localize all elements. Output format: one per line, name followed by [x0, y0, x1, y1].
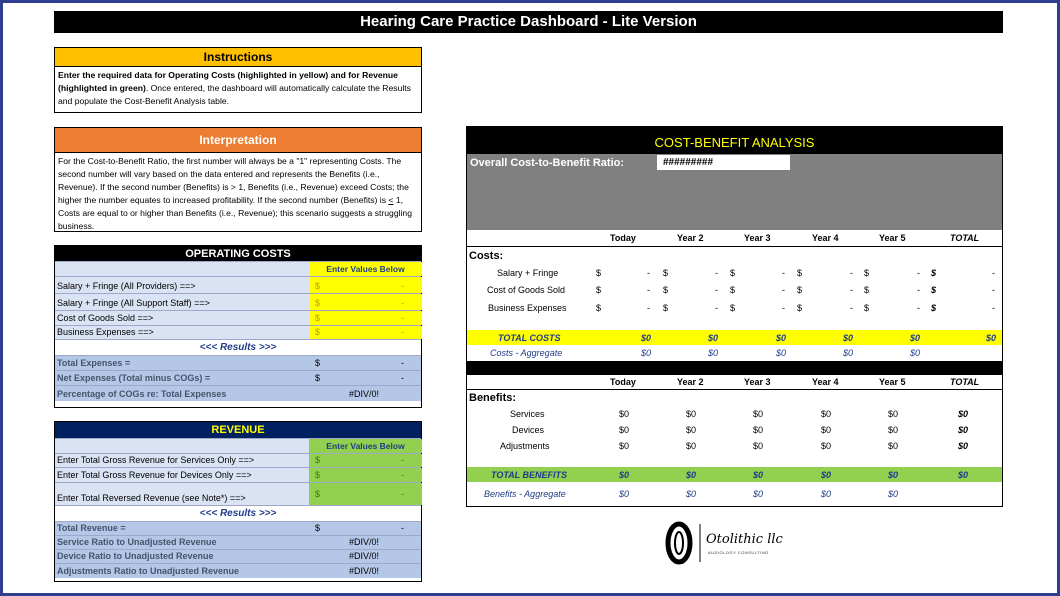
cost-row [467, 281, 1002, 298]
opc-dollar: $ [315, 281, 321, 291]
cost-dollar: $ [730, 284, 736, 295]
total-costs-value: $0 [986, 332, 997, 343]
col-header: Year 5 [879, 233, 906, 243]
opc-dollar: $ [315, 327, 321, 337]
cost-value: - [917, 267, 920, 278]
cost-dollar: $ [797, 267, 803, 278]
rev-dollar: $ [315, 489, 321, 499]
cost-value: - [715, 302, 718, 313]
cost-dollar: $ [931, 284, 937, 295]
opc-row [55, 326, 421, 340]
interpretation-text-2: 1, Costs are equal to or higher than Benefits (i.e., Revenue); this scenario suggests a struggling business. [58, 195, 412, 231]
total-benefits-value: $0 [619, 469, 630, 480]
opc-row-label: Salary + Fringe (All Support Staff) ==> [57, 298, 210, 308]
cost-value: - [782, 302, 785, 313]
benefit-row [467, 406, 1002, 422]
opc-results-divider: <<< Results >>> [55, 340, 421, 356]
benefit-value: $0 [958, 425, 969, 435]
benefit-value: $0 [753, 409, 764, 419]
col-header: Year 3 [744, 233, 771, 243]
total-expenses-value: - [401, 358, 404, 368]
benefit-value: $0 [686, 409, 697, 419]
col-header: Year 4 [812, 233, 839, 243]
page-title: Hearing Care Practice Dashboard - Lite Version [54, 11, 1003, 33]
rev-row [55, 483, 421, 506]
opc-row-label: Salary + Fringe (All Providers) ==> [57, 281, 196, 291]
cost-value: - [782, 284, 785, 295]
rev-input-devices[interactable] [309, 468, 422, 482]
opc-row-label: Business Expenses ==> [57, 327, 154, 337]
costs-aggregate-value: $0 [843, 348, 854, 358]
benefits-aggregate-label: Benefits - Aggregate [484, 489, 566, 499]
benefit-value: $0 [958, 441, 969, 451]
benefit-value: $0 [821, 441, 832, 451]
operating-costs-table [54, 245, 422, 408]
cba-heading: COST-BENEFIT ANALYSIS [467, 127, 1002, 154]
pct-cogs-value: #DIV/0! [349, 389, 380, 399]
cost-benefit-analysis [466, 126, 1003, 507]
benefit-value: $0 [753, 441, 764, 451]
total-revenue-value: - [401, 523, 404, 533]
col-header: Year 2 [677, 377, 704, 387]
total-expenses-dollar: $ [315, 358, 321, 368]
total-expenses-label: Total Expenses = [57, 358, 131, 368]
cost-dollar: $ [663, 284, 669, 295]
opc-enter-values-header: Enter Values Below [309, 262, 422, 276]
rev-row-label: Enter Total Gross Revenue for Services Only ==> [57, 455, 255, 465]
benefits-aggregate-value: $0 [821, 489, 832, 499]
rev-row [55, 454, 421, 468]
costs-aggregate-value: $0 [641, 348, 652, 358]
instructions-bold-text: Enter the required data for Operating Costs (highlighted in yellow) and for Revenue (highlighted in green) [58, 70, 398, 93]
revenue-table [54, 421, 422, 582]
cost-value: - [917, 302, 920, 313]
cost-value: - [992, 302, 995, 313]
cost-dollar: $ [864, 284, 870, 295]
benefits-aggregate-value: $0 [753, 489, 764, 499]
cost-value: - [715, 267, 718, 278]
rev-dollar: $ [315, 455, 321, 465]
benefit-value: $0 [686, 425, 697, 435]
benefit-value: $0 [753, 425, 764, 435]
rev-row-label: Enter Total Gross Revenue for Devices Only ==> [57, 470, 252, 480]
net-expenses-value: - [401, 373, 404, 383]
opc-input-providers[interactable] [309, 277, 422, 293]
interpretation-heading: Interpretation [55, 128, 421, 153]
benefit-value: $0 [821, 409, 832, 419]
total-benefits-label: TOTAL BENEFITS [491, 469, 568, 480]
total-costs-value: $0 [910, 332, 921, 343]
total-revenue-row [55, 522, 421, 536]
opc-input-support-staff[interactable] [309, 294, 422, 310]
total-benefits-value: $0 [958, 469, 969, 480]
net-expenses-label: Net Expenses (Total minus COGs) = [57, 373, 211, 383]
cost-dollar: $ [663, 267, 669, 278]
col-header: Year 3 [744, 377, 771, 387]
cost-dollar: $ [663, 302, 669, 313]
cost-dollar: $ [730, 267, 736, 278]
benefits-aggregate-row [467, 482, 1002, 506]
cost-row [467, 264, 1002, 281]
ratio-label: Overall Cost-to-Benefit Ratio: [470, 157, 625, 169]
opc-row [55, 277, 421, 294]
rev-value: - [401, 470, 404, 480]
instructions-panel [54, 47, 422, 113]
opc-value: - [401, 298, 404, 308]
rev-enter-values-header: Enter Values Below [309, 439, 422, 453]
costs-aggregate-row [467, 345, 1002, 361]
rev-input-services[interactable] [309, 454, 422, 467]
opc-value: - [401, 281, 404, 291]
adjustments-ratio-row [55, 564, 421, 578]
cost-dollar: $ [596, 267, 602, 278]
cost-dollar: $ [730, 302, 736, 313]
cost-dollar: $ [797, 284, 803, 295]
costs-aggregate-label: Costs - Aggregate [490, 348, 563, 358]
cost-value: - [782, 267, 785, 278]
rev-results-divider: <<< Results >>> [55, 506, 421, 522]
cba-ratio-area [467, 154, 1002, 230]
costs-section-label: Costs: [469, 249, 504, 262]
total-revenue-label: Total Revenue = [57, 523, 126, 533]
instructions-heading: Instructions [55, 48, 421, 67]
cost-value: - [850, 267, 853, 278]
service-ratio-label: Service Ratio to Unadjusted Revenue [57, 537, 217, 547]
benefit-row [467, 438, 1002, 454]
total-costs-row [467, 330, 1002, 345]
cost-row [467, 298, 1002, 317]
service-ratio-value: #DIV/0! [349, 537, 380, 547]
benefits-aggregate-value: $0 [888, 489, 899, 499]
cost-dollar: $ [864, 267, 870, 278]
revenue-heading: REVENUE [55, 422, 421, 439]
cost-value: - [647, 267, 650, 278]
instructions-rest-text: . Once entered, the dashboard will automatically calculate the Results and populate the Cost-Benefit Analysis table. [58, 83, 411, 106]
benefit-value: $0 [686, 441, 697, 451]
device-ratio-value: #DIV/0! [349, 551, 380, 561]
net-expenses-dollar: $ [315, 373, 321, 383]
pct-cogs-label: Percentage of COGs re: Total Expenses [57, 389, 227, 399]
benefit-value: $0 [958, 409, 969, 419]
opc-net-expenses-row [55, 371, 421, 386]
opc-dollar: $ [315, 298, 321, 308]
costs-aggregate-value: $0 [708, 348, 719, 358]
col-header: Year 5 [879, 377, 906, 387]
cost-value: - [647, 302, 650, 313]
col-header: TOTAL [950, 377, 980, 387]
benefit-value: $0 [821, 425, 832, 435]
cost-value: - [992, 267, 995, 278]
opc-row-label: Cost of Goods Sold ==> [57, 313, 154, 323]
total-costs-value: $0 [641, 332, 652, 343]
cost-row-label: Business Expenses [488, 302, 567, 313]
benefit-value: $0 [888, 409, 899, 419]
cost-dollar: $ [596, 302, 602, 313]
col-header: Year 4 [812, 377, 839, 387]
total-benefits-value: $0 [888, 469, 899, 480]
benefit-value: $0 [888, 441, 899, 451]
col-header: Today [610, 377, 636, 387]
interpretation-lte: < [388, 195, 394, 205]
section-divider [467, 361, 1002, 375]
total-benefits-value: $0 [753, 469, 764, 480]
logo-tagline: AUDIOLOGY CONSULTING [708, 550, 769, 555]
cba-benefits-header-row [467, 375, 1002, 390]
total-benefits-value: $0 [686, 469, 697, 480]
total-costs-value: $0 [843, 332, 854, 343]
benefit-row-label: Devices [512, 425, 545, 435]
total-costs-value: $0 [776, 332, 787, 343]
cost-value: - [850, 302, 853, 313]
interpretation-panel [54, 127, 422, 232]
cost-value: - [850, 284, 853, 295]
opc-total-expenses-row [55, 356, 421, 371]
opc-row [55, 294, 421, 311]
cost-value: - [647, 284, 650, 295]
costs-aggregate-value: $0 [776, 348, 787, 358]
rev-row-label: Enter Total Reversed Revenue (see Note*) ==> [57, 493, 246, 503]
opc-value: - [401, 327, 404, 337]
rev-row [55, 468, 421, 483]
benefit-row-label: Services [510, 409, 545, 419]
interpretation-text-1: For the Cost-to-Benefit Ratio, the first number will always be a "1" representing Costs. The second number will vary based on the data entered and represents the Benefits (i.e., Revenue). If the second number (Benefits) is > 1, Benefits (i.e., Revenue) exceed Costs; the higher the number equates to increased profitability. If the second number (Benefits) is [58, 156, 409, 205]
col-header: TOTAL [950, 233, 980, 243]
rev-value: - [401, 489, 404, 499]
operating-costs-heading: OPERATING COSTS [55, 246, 421, 262]
opc-pct-cogs-row [55, 386, 421, 401]
service-ratio-row [55, 536, 421, 550]
cost-row-label: Cost of Goods Sold [487, 284, 566, 295]
cost-dollar: $ [931, 267, 937, 278]
benefits-aggregate-value: $0 [686, 489, 697, 499]
ratio-value: ######### [657, 155, 790, 170]
opc-input-cogs[interactable] [309, 311, 422, 325]
costs-aggregate-value: $0 [910, 348, 921, 358]
cost-value: - [715, 284, 718, 295]
cost-dollar: $ [797, 302, 803, 313]
benefit-value: $0 [619, 441, 630, 451]
benefits-section-label: Benefits: [469, 392, 517, 404]
benefits-aggregate-value: $0 [619, 489, 630, 499]
total-revenue-dollar: $ [315, 523, 321, 533]
total-benefits-row [467, 467, 1002, 482]
benefit-value: $0 [888, 425, 899, 435]
rev-value: - [401, 455, 404, 465]
col-header: Today [610, 233, 636, 243]
cost-dollar: $ [596, 284, 602, 295]
logo-text: Otolithic llc [706, 532, 783, 547]
col-header: Year 2 [677, 233, 704, 243]
company-logo [664, 520, 784, 566]
rev-dollar: $ [315, 470, 321, 480]
total-costs-value: $0 [708, 332, 719, 343]
device-ratio-row [55, 550, 421, 564]
rev-input-reversed[interactable] [309, 483, 422, 505]
cost-row-label: Salary + Fringe [497, 267, 559, 278]
cba-costs-header-row [467, 230, 1002, 247]
adjustments-ratio-label: Adjustments Ratio to Unadjusted Revenue [57, 566, 240, 576]
benefit-value: $0 [619, 425, 630, 435]
benefit-value: $0 [619, 409, 630, 419]
cost-dollar: $ [864, 302, 870, 313]
cost-value: - [992, 284, 995, 295]
total-costs-label: TOTAL COSTS [498, 332, 561, 343]
cost-value: - [917, 284, 920, 295]
benefit-row [467, 422, 1002, 438]
total-benefits-value: $0 [821, 469, 832, 480]
opc-row [55, 311, 421, 326]
interpretation-text [55, 153, 421, 235]
device-ratio-label: Device Ratio to Unadjusted Revenue [57, 551, 214, 561]
opc-dollar: $ [315, 313, 321, 323]
benefit-row-label: Adjustments [500, 441, 550, 451]
opc-value: - [401, 313, 404, 323]
adjustments-ratio-value: #DIV/0! [349, 566, 380, 576]
instructions-text [55, 67, 421, 110]
cost-dollar: $ [931, 302, 937, 313]
opc-input-business-expenses[interactable] [309, 326, 422, 339]
